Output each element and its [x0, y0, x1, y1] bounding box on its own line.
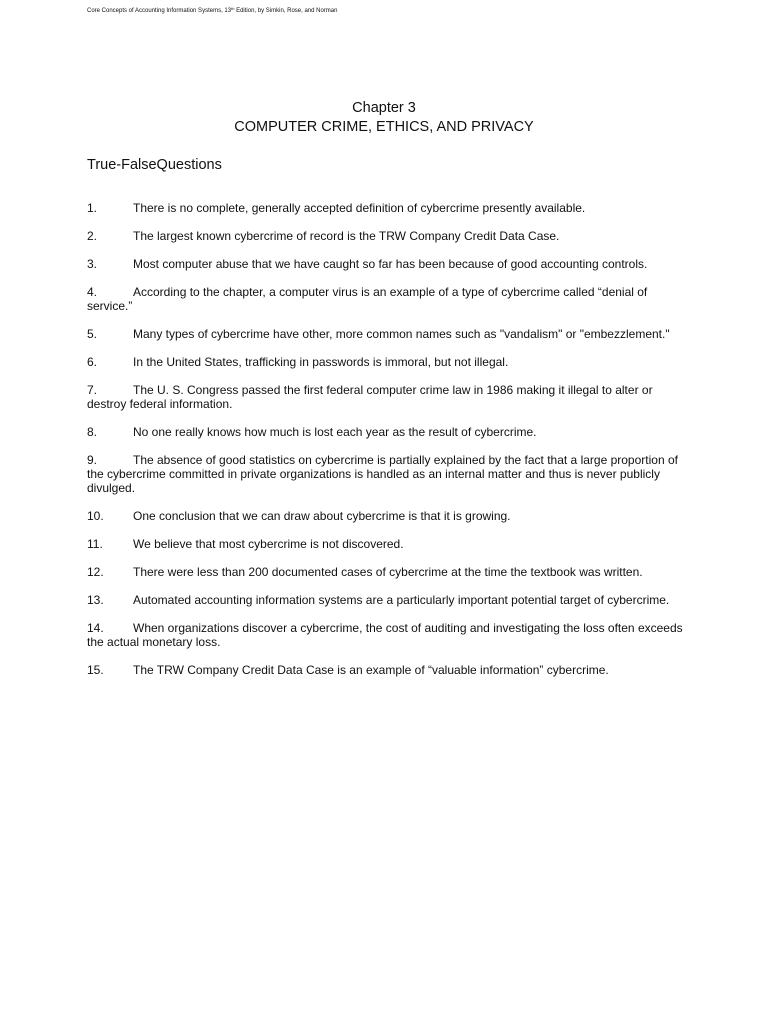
- section-title: True-FalseQuestions: [87, 157, 222, 173]
- question-number: 11.: [87, 537, 103, 551]
- question-item: [87, 621, 687, 649]
- question-number: 10.: [87, 509, 104, 523]
- question-item: [87, 383, 687, 411]
- question-text: Many types of cybercrime have other, more common names such as "vandalism" or "embezzlement.": [133, 327, 670, 341]
- question-text: In the United States, trafficking in passwords is immoral, but not illegal.: [133, 355, 509, 369]
- question-text: No one really knows how much is lost each year as the result of cybercrime.: [133, 425, 537, 439]
- question-number: 9.: [87, 453, 98, 467]
- running-header-text: Core Concepts of Accounting Information Systems, 13: [87, 8, 232, 14]
- question-number: 14.: [87, 621, 104, 635]
- question-item: [87, 285, 687, 313]
- question-number: 13.: [87, 593, 104, 607]
- question-text: There were less than 200 documented cases of cybercrime at the time the textbook was written.: [133, 565, 643, 579]
- question-item: [87, 565, 687, 579]
- chapter-heading: [0, 99, 768, 137]
- question-item: [87, 229, 687, 243]
- question-number: 5.: [87, 327, 98, 341]
- question-item: [87, 355, 687, 369]
- question-item: [87, 663, 687, 677]
- question-text: One conclusion that we can draw about cybercrime is that it is growing.: [133, 509, 511, 523]
- question-text: Most computer abuse that we have caught so far has been because of good accounting controls.: [133, 257, 648, 271]
- question-text: According to the chapter, a computer virus is an example of a type of cybercrime called “denial of service.”: [87, 285, 648, 313]
- question-item: [87, 593, 687, 607]
- question-list: [87, 201, 687, 691]
- question-number: 12.: [87, 565, 104, 579]
- question-item: [87, 327, 687, 341]
- question-item: [87, 257, 687, 271]
- question-item: [87, 537, 687, 551]
- running-header-authors: Edition, by Simkin, Rose, and Norman: [234, 8, 338, 14]
- question-number: 4.: [87, 285, 98, 299]
- question-number: 2.: [87, 229, 98, 243]
- question-item: [87, 509, 687, 523]
- question-number: 8.: [87, 425, 98, 439]
- running-header: [87, 7, 337, 15]
- question-number: 6.: [87, 355, 98, 369]
- question-item: [87, 453, 687, 495]
- question-number: 7.: [87, 383, 98, 397]
- chapter-title: COMPUTER CRIME, ETHICS, AND PRIVACY: [234, 119, 534, 135]
- question-text: We believe that most cybercrime is not discovered.: [133, 537, 404, 551]
- question-number: 1.: [87, 201, 98, 215]
- question-text: The largest known cybercrime of record is the TRW Company Credit Data Case.: [133, 229, 560, 243]
- question-text: Automated accounting information systems are a particularly important potential target of cybercrime.: [133, 593, 670, 607]
- question-item: [87, 425, 687, 439]
- question-text: The absence of good statistics on cybercrime is partially explained by the fact that a large proportion of the cybercrime committed in private organizations is handled as an internal matter and thus is never publicly divulged.: [87, 453, 678, 495]
- chapter-label: Chapter 3: [352, 100, 416, 116]
- question-number: 3.: [87, 257, 98, 271]
- question-text: There is no complete, generally accepted definition of cybercrime presently available.: [133, 201, 586, 215]
- question-text: The U. S. Congress passed the first federal computer crime law in 1986 making it illegal to alter or destroy federal information.: [87, 383, 653, 411]
- question-item: [87, 201, 687, 215]
- edition-superscript: th: [231, 6, 235, 11]
- question-number: 15.: [87, 663, 104, 677]
- question-text: The TRW Company Credit Data Case is an example of “valuable information” cybercrime.: [133, 663, 609, 677]
- question-text: When organizations discover a cybercrime, the cost of auditing and investigating the loss often exceeds the actual monetary loss.: [87, 621, 683, 649]
